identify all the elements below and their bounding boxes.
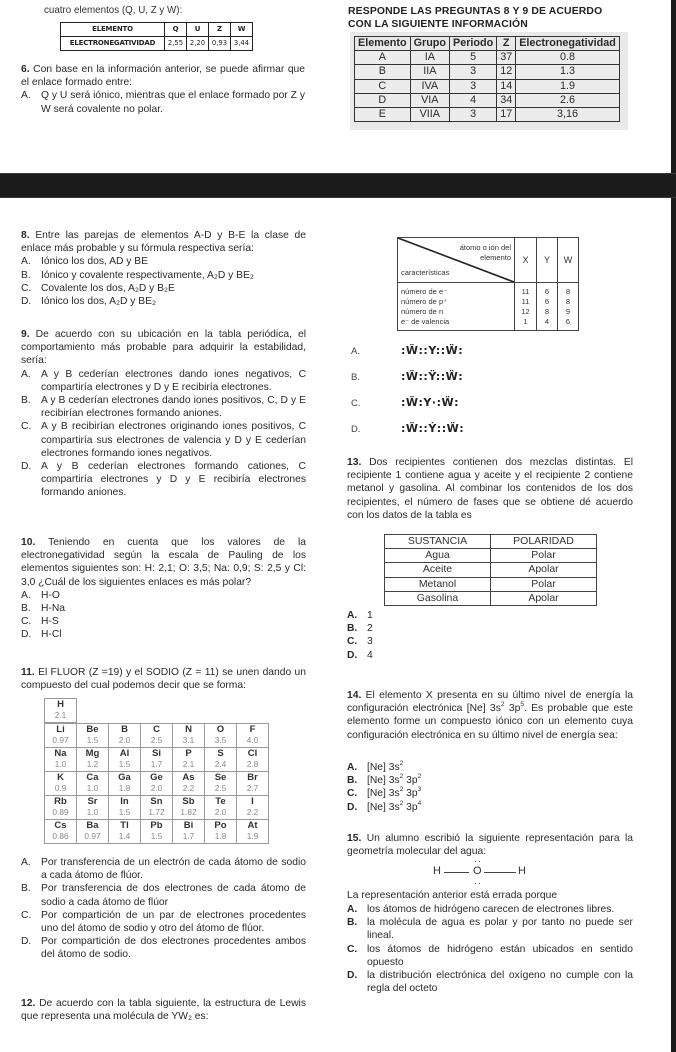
lewis-structure: :Ẅ::Ÿ::Ẅ: xyxy=(401,370,464,383)
element-cell: Ge 2.0 xyxy=(141,772,173,796)
element-cell: Cl 2.8 xyxy=(237,748,269,772)
element-cell: Sn 1.72 xyxy=(141,796,173,820)
element-cell: I 2.2 xyxy=(237,796,269,820)
option-d[interactable]: D. H-Cl xyxy=(21,629,62,641)
periodic-table xyxy=(44,698,269,844)
option-a[interactable]: A. :Ẅ::Y::Ẅ: xyxy=(351,344,464,357)
option-c[interactable]: C. A y B recibirían electrones originando iones positivos, C compartiría sus electrones de valencia y D y E cederían electrones formando iones negativos. xyxy=(21,421,306,459)
question-14-options xyxy=(347,761,547,814)
element-cell: At 1.9 xyxy=(237,820,269,844)
element-cell: Al 1.5 xyxy=(109,748,141,772)
element-cell: Te 2.0 xyxy=(205,796,237,820)
option-c[interactable]: C. :Ẅ:Y·:Ẅ: xyxy=(351,396,460,409)
element-cell: In 1.5 xyxy=(109,796,141,820)
table-intro: cuatro elementos (Q, U, Z y W): xyxy=(44,5,183,16)
element-cell: Si 1.7 xyxy=(141,748,173,772)
option-a[interactable]: A. 1 xyxy=(347,610,373,621)
option-b[interactable]: B. 2 xyxy=(347,623,373,635)
option-b[interactable]: B. la molécula de agua es polar y por tanto no puede ser lineal. xyxy=(347,917,633,942)
element-cell: Cs 0.86 xyxy=(45,820,77,844)
element-cell: As 2.2 xyxy=(173,772,205,796)
question-15-lead: La representación anterior está errada porque xyxy=(347,890,558,901)
option-d[interactable]: D. A y B cederían electrones formando cationes, C compartiría electrones y D y E recibiría electrones formando aniones. xyxy=(21,461,306,499)
question-13-stem: 13. Dos recipientes contienen dos mezclas distintas. El recipiente 1 contiene agua y aceite y el recipiente 2 contiene metanol y gasolina. Al combinar los contenidos de los dos recipientes, el número de fases que se obtiene dé acuerdo con los datos de la tabla es xyxy=(347,457,633,521)
question-12-stem: 12. De acuerdo con la tabla siguiente, la estructura de Lewis que representa una molécula de YW₂ es: xyxy=(21,998,306,1023)
question-8: 8. Entre las parejas de elementos A-D y B-E la clase de enlace más probable y su fórmula respectiva sería: A. Iónico los dos, AD y BE B. Iónico y covalente respectivamente, A₂D y BE₂ C. Covalente los dos, A₂D y B₂E D. Iónico los dos, A₂D y BE₂ xyxy=(21,230,306,308)
option-b[interactable]: B. H-Na xyxy=(21,603,66,615)
lone-pair-bottom: ·· xyxy=(474,878,482,888)
option-a[interactable]: A. A y B cederían electrones dando iones negativos, C compartiría electrones y D y E recibiría electrones. xyxy=(21,368,306,393)
element-cell: Sb 1.82 xyxy=(173,796,205,820)
diagonal-header: átomo o ión del elemento características xyxy=(398,238,514,282)
option-a[interactable]: A. los átomos de hidrógeno carecen de electrones libres. xyxy=(347,904,615,915)
question-14-stem: 14. El elemento X presenta en su último nivel de energía la configuración electrónica [Ne] $3s^2$ $3p^5$. Es probable que este elemento forme un compuesto iónico con un elemento cuya configuración electrónica en su último nivel de energía sea: xyxy=(347,690,633,741)
lone-pair-top: ·· xyxy=(474,856,482,866)
element-cell: Mg 1.2 xyxy=(77,748,109,772)
element-cell: Be 1.5 xyxy=(77,724,109,748)
element-cell: Ca 1.0 xyxy=(77,772,109,796)
water-molecule-diagram: H O ·· ·· H xyxy=(433,857,543,887)
option-c[interactable]: C. Por compartición de un par de electrones procedentes uno del átomo de sodio y otro del átomo de flúor. xyxy=(21,909,306,935)
section-heading: RESPONDE LAS PREGUNTAS 8 Y 9 DE ACUERDO CON LA SIGUIENTE INFORMACIÓN xyxy=(348,6,603,30)
element-cell: Tl 1.4 xyxy=(109,820,141,844)
element-cell: Br 2.7 xyxy=(237,772,269,796)
periodic-h-cell: H 2.1 xyxy=(44,698,77,723)
question-15-stem: 15. Un alumno escribió la siguiente representación para la geometría molecular del agua: xyxy=(347,833,633,858)
element-cell: K 0.9 xyxy=(45,772,77,796)
option-d[interactable]: D. [Ne] $3s^2$ $3p^4$ xyxy=(347,799,422,813)
question-11-options xyxy=(21,856,306,962)
element-cell: Rb 0.89 xyxy=(45,796,77,820)
option-b[interactable]: B. :Ẅ::Ÿ::Ẅ: xyxy=(351,370,464,383)
lewis-structure: :Ẅ::Ẏ::Ẅ: xyxy=(401,422,465,435)
element-cell: Li 0.97 xyxy=(45,724,77,748)
bond-line xyxy=(484,872,516,873)
option-a[interactable]: A. Por transferencia de un electrón de cada átomo de sodio a cada átomo de flúor. xyxy=(21,857,306,882)
element-cell: O 3.5 xyxy=(205,724,237,748)
element-cell: Sr 1.0 xyxy=(77,796,109,820)
elements-table: Elemento Grupo Periodo Z Electronegatividad A IA 5 37 0.8 B IIA 3 12 1.3 C IVA 3 14 1.9 D VIA 4 34 2.6 E VIIA 3 17 3,16 xyxy=(354,36,620,122)
element-cell: B 2.0 xyxy=(109,724,141,748)
element-cell: Pb 1.5 xyxy=(141,820,173,844)
option-d[interactable]: D. la distribución electrónica del oxígeno no cumple con la regla del octeto xyxy=(347,970,633,995)
option-d[interactable]: D. 4 xyxy=(347,649,373,661)
option-a[interactable]: A. Iónico los dos, AD y BE xyxy=(21,256,149,268)
question-13-options xyxy=(347,609,447,662)
element-cell: S 2.4 xyxy=(205,748,237,772)
bond-line xyxy=(444,872,469,873)
option-c[interactable]: C. H-S xyxy=(21,616,59,628)
option-a[interactable]: A. [Ne] $3s^2$ xyxy=(347,760,404,773)
question-11-stem: 11. El FLUOR (Z =19) y el SODIO (Z = 11) se unen dando un compuesto del cual podemos decir que se forma: xyxy=(21,667,306,692)
option-b[interactable]: B. Por transferencia de dos electrones de cada átomo de sodio a cada átomo de flúor xyxy=(21,883,306,908)
option-c[interactable]: C. Covalente los dos, A₂D y B₂E xyxy=(21,282,175,294)
element-cell: Ba 0.97 xyxy=(77,820,109,844)
question-10: 10. Teniendo en cuenta que los valores de la electronegatividad según la escala de Pauling de los elementos siguientes son: H: 2,1; O: 3,5; Na: 0,9; S: 2,5 y Cl: 3,0 ¿Cuál de los siguientes enlaces es más polar? A. H-O B. H-Na C. H-S D. H-Cl xyxy=(21,537,306,641)
element-cell: C 2.5 xyxy=(141,724,173,748)
option-b[interactable]: B. Iónico y covalente respectivamente, A₂D y BE₂ xyxy=(21,269,254,281)
page-divider-band xyxy=(0,173,676,198)
question-15-options xyxy=(347,903,633,995)
option-c[interactable]: C. [Ne] $3s^2$ $3p^3$ xyxy=(347,786,422,800)
lewis-structure: :Ẅ::Y::Ẅ: xyxy=(401,344,464,357)
page-edge xyxy=(671,0,676,1052)
periodic-grid xyxy=(44,723,269,844)
element-cell: N 3.1 xyxy=(173,724,205,748)
polarity-table: SUSTANCIA POLARIDAD Agua Polar Aceite Apolar Metanol Polar Gasolina Apolar xyxy=(384,534,597,606)
option-c[interactable]: C. 3 xyxy=(347,636,373,648)
electronegativity-table-quzw: ELEMENTO Q U Z W ELECTRONEGATIVIDAD 2,55 2,20 0,93 3,44 xyxy=(60,22,253,51)
option-b[interactable]: B. A y B cederían electrones dando iones positivos, C, D y E recibirían electrones formando aniones. xyxy=(21,395,306,420)
question-12-options xyxy=(351,344,551,448)
element-cell: Bi 1.7 xyxy=(173,820,205,844)
option-c[interactable]: C. los átomos de hidrógeno están ubicados en sentido opuesto xyxy=(347,943,633,968)
lewis-structure: :Ẅ:Y·:Ẅ: xyxy=(401,396,460,409)
option-a[interactable]: A. Q y U será iónico, mientras que el enlace formado por Z y W será covalente no polar. xyxy=(21,90,305,115)
option-b[interactable]: B. [Ne] $3s^2$ $3p^2$ xyxy=(347,773,422,787)
element-cell: Na 1.0 xyxy=(45,748,77,772)
option-d[interactable]: D. :Ẅ::Ẏ::Ẅ: xyxy=(351,422,465,435)
xyw-characteristics-table: átomo o ión del elemento características X Y W número de e⁻ 11 6 8 número de p⁺ 11 6 8 número de n 12 8 9 e⁻ de valencia 1 4 6 xyxy=(397,237,579,331)
option-d[interactable]: D. Por compartición de dos electrones procedentes ambos del átomo de sodio. xyxy=(21,936,306,961)
question-6: 6. Con base en la información anterior, se puede afirmar que el enlace formado entre: A. Q y U será iónico, mientras que el enlace formado por Z y W será covalente no polar. xyxy=(21,64,305,115)
elements-table-wrapper xyxy=(350,32,628,130)
element-cell: P 2.1 xyxy=(173,748,205,772)
element-cell: Po 1.8 xyxy=(205,820,237,844)
element-cell: Se 2.5 xyxy=(205,772,237,796)
element-cell: Ga 1.8 xyxy=(109,772,141,796)
question-9: 9. De acuerdo con su ubicación en la tabla periódica, el comportamiento más probable para adquirir la estabilidad, sería: A. A y B cederían electrones dando iones negativos, C compartiría electrones y D y E recibiría electrones. B. A y B cederían electrones dando iones positivos, C, D y E recibirían electrones formando aniones. C. A y B recibirían electrones originando iones positivos, C compartiría sus electrones de valencia y D y E cederían electrones formando iones negativos. D. A y B cederían electrones formando cationes, C compartiría electrones y D y E recibiría electrones formando aniones. xyxy=(21,329,306,499)
option-d[interactable]: D. Iónico los dos, A₂D y BE₂ xyxy=(21,296,157,308)
option-a[interactable]: A. H-O xyxy=(21,589,60,601)
element-cell: F 4.0 xyxy=(237,724,269,748)
